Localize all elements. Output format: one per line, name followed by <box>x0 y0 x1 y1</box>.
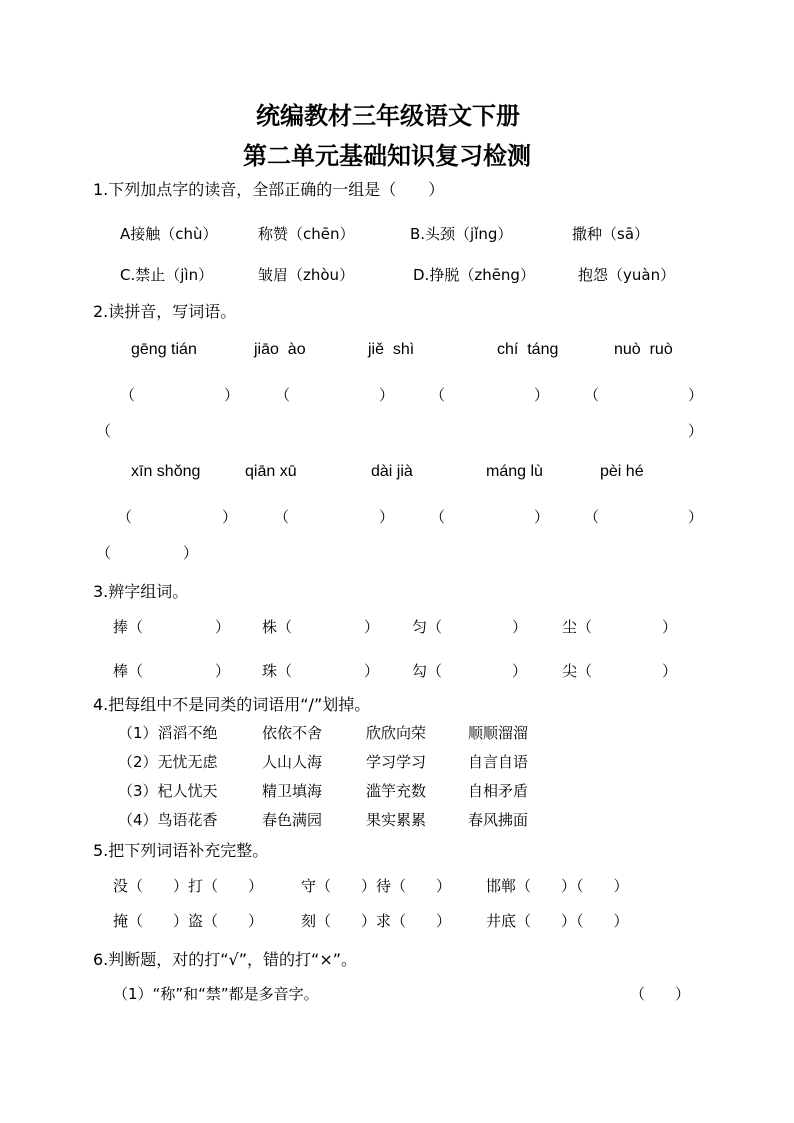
q3-char-blank: 株（ <box>262 618 293 636</box>
q2-pinyin: xīn shǒng <box>131 463 201 480</box>
q5-idiom-blank: 守（ ）待（ ） <box>301 877 452 895</box>
q2-pinyin: gēng tián <box>131 341 197 358</box>
q4-word: （2）无忧无虑 <box>118 753 218 771</box>
answer-blank-open: （ <box>120 386 136 404</box>
q4-word: 欣欣向荣 <box>366 724 427 742</box>
q3-char-blank: 勾（ <box>412 662 443 680</box>
q5-idiom-blank: 井底（ ）（ ） <box>486 912 629 930</box>
answer-blank-close: ） <box>688 508 704 526</box>
answer-blank-close: ） <box>379 508 395 526</box>
q2-pinyin: máng lù <box>486 463 543 480</box>
answer-blank-open: （ <box>275 386 291 404</box>
answer-blank-open: （ <box>584 386 600 404</box>
title-line-1: 统编教材三年级语文下册 <box>256 101 520 130</box>
q2-pinyin: jiě shì <box>368 341 415 358</box>
q2-pinyin: pèi hé <box>600 463 644 480</box>
q2-stem: 2.读拼音，写词语。 <box>93 302 237 321</box>
q1-option-d1: D.挣脱（zhēng） <box>413 266 535 284</box>
q3-char-blank: 尖（ <box>562 662 593 680</box>
q4-word: 依依不舍 <box>262 724 323 742</box>
q4-stem: 4.把每组中不是同类的词语用“/”划掉。 <box>93 695 371 714</box>
q5-idiom-blank: 邯郸（ ）（ ） <box>486 877 629 895</box>
q5-stem: 5.把下列词语补充完整。 <box>93 841 269 860</box>
q3-close: ） <box>215 618 231 636</box>
q6-stem: 6.判断题，对的打“√”，错的打“×”。 <box>93 950 358 969</box>
q3-close: ） <box>364 618 380 636</box>
answer-blank-close: ） <box>534 508 550 526</box>
answer-blank-close: ） <box>379 386 395 404</box>
q1-option-c2: 皱眉（zhòu） <box>258 266 355 284</box>
q4-word: 人山人海 <box>262 753 323 771</box>
q4-word: 自言自语 <box>468 753 529 771</box>
q1-option-a1: A接触（chù） <box>120 225 218 243</box>
q4-word: 自相矛盾 <box>468 782 529 800</box>
q3-close: ） <box>662 662 678 680</box>
q3-char-blank: 尘（ <box>562 618 593 636</box>
q1-option-a2: 称赞（chēn） <box>258 225 355 243</box>
q1-option-c1: C.禁止（jìn） <box>120 266 214 284</box>
q3-close: ） <box>512 662 528 680</box>
q6-answer-blank: （ ） <box>630 985 691 1003</box>
q4-word: 春风拂面 <box>468 811 529 829</box>
q2-pinyin: dài jià <box>371 463 413 480</box>
q1-stem: 1.下列加点字的读音，全部正确的一组是（ ） <box>93 180 445 199</box>
q4-word: 精卫填海 <box>262 782 323 800</box>
answer-blank-open: （ <box>96 422 112 440</box>
q1-option-b2: 撒种（sā） <box>572 225 650 243</box>
q4-word: 学习学习 <box>366 753 427 771</box>
q4-word: （3）杞人忧天 <box>118 782 218 800</box>
answer-blank-close: ） <box>224 386 240 404</box>
answer-blank-open: （ <box>117 508 133 526</box>
q4-word: （4）鸟语花香 <box>118 811 218 829</box>
q4-word: 春色满园 <box>262 811 323 829</box>
answer-blank-close: ） <box>688 386 704 404</box>
q5-idiom-blank: 掩（ ）盗（ ） <box>113 912 264 930</box>
q1-option-b1: B.头颈（jǐng） <box>410 225 513 243</box>
answer-blank-close: ） <box>534 386 550 404</box>
answer-blank-open: （ <box>274 508 290 526</box>
q3-char-blank: 捧（ <box>113 618 144 636</box>
q3-char-blank: 棒（ <box>113 662 144 680</box>
q5-idiom-blank: 刻（ ）求（ ） <box>301 912 452 930</box>
q4-word: 顺顺溜溜 <box>468 724 529 742</box>
q3-close: ） <box>215 662 231 680</box>
q2-pinyin: chí táng <box>497 341 559 358</box>
q4-word: 果实累累 <box>366 811 427 829</box>
q6-item: （1）“称”和“禁”都是多音字。 <box>113 985 319 1003</box>
q2-pinyin: qiān xū <box>245 463 297 480</box>
answer-blank-close: ） <box>688 422 704 440</box>
answer-blank-open: （ <box>584 508 600 526</box>
answer-blank-close: ） <box>183 544 199 562</box>
answer-blank-open: （ <box>430 386 446 404</box>
q3-close: ） <box>662 618 678 636</box>
q3-close: ） <box>512 618 528 636</box>
answer-blank-open: （ <box>96 544 112 562</box>
answer-blank-open: （ <box>430 508 446 526</box>
title-line-2: 第二单元基础知识复习检测 <box>243 141 531 170</box>
q5-idiom-blank: 没（ ）打（ ） <box>113 877 264 895</box>
q1-option-d2: 抱怨（yuàn） <box>578 266 676 284</box>
q4-word: 滥竽充数 <box>366 782 427 800</box>
q3-char-blank: 珠（ <box>262 662 293 680</box>
answer-blank-close: ） <box>222 508 238 526</box>
q3-close: ） <box>364 662 380 680</box>
q4-word: （1）滔滔不绝 <box>118 724 218 742</box>
q3-stem: 3.辨字组词。 <box>93 582 189 601</box>
q3-char-blank: 匀（ <box>412 618 443 636</box>
q2-pinyin: jiāo ào <box>254 341 306 358</box>
q2-pinyin: nuò ruò <box>614 341 673 358</box>
